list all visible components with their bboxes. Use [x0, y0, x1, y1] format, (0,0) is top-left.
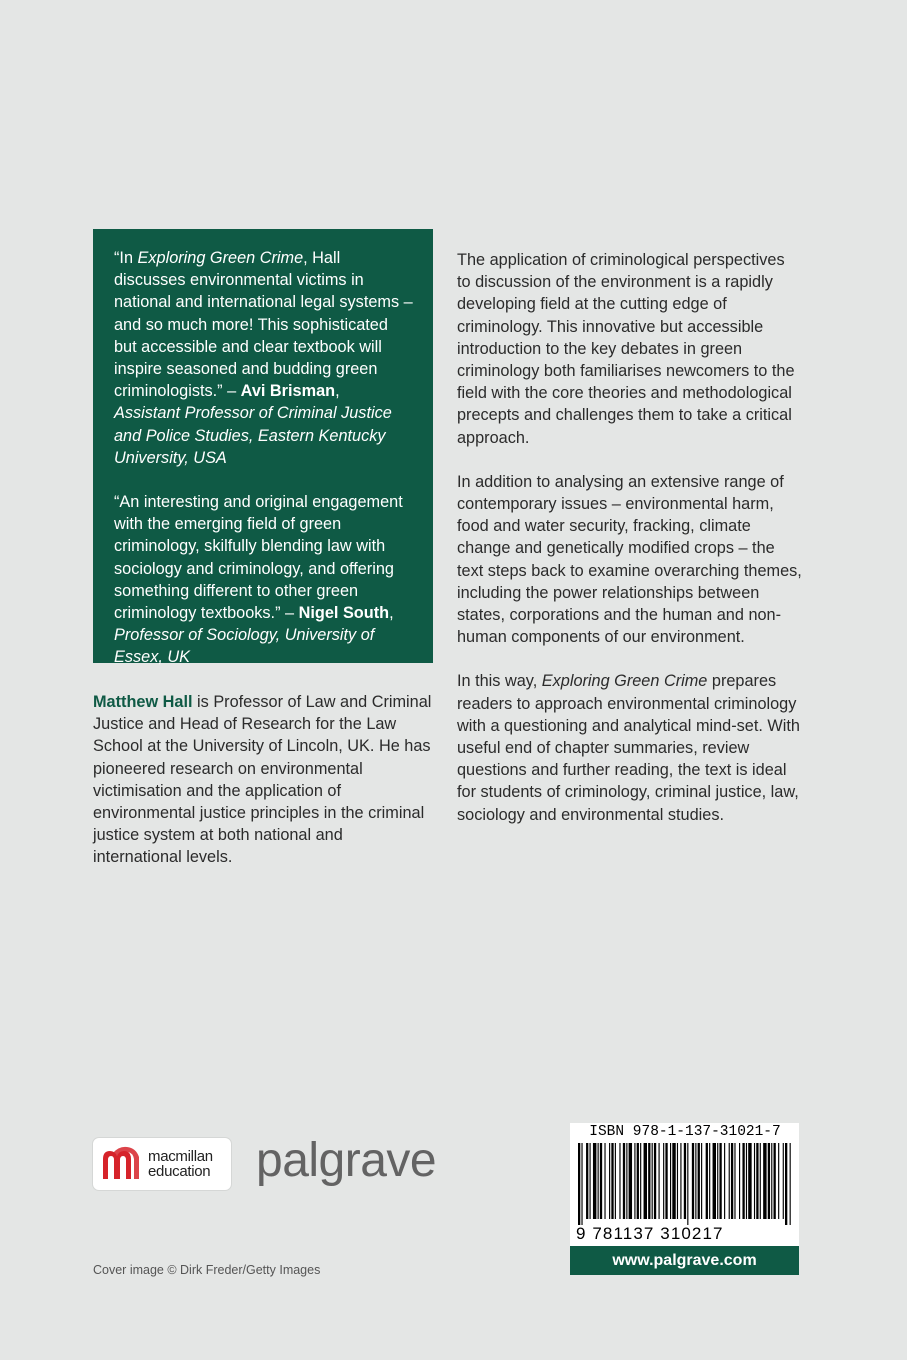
book-title: Exploring Green Crime — [541, 672, 708, 691]
macmillan-education-logo — [93, 1138, 231, 1190]
description-paragraph: The application of criminological perspectives to discussion of the environment is a rapidly developing field at the cutting edge of criminology. This innovative but accessible introduction to the key debates in green criminology both familiarises newcomers to the field with the core theories and methodological precepts and challenges them to take a critical approach. — [457, 251, 795, 447]
endorser-name: Avi Brisman — [240, 382, 336, 401]
endorsements-box — [93, 229, 433, 667]
description-paragraph: In addition to analysing an extensive range of contemporary issues – environmental harm, food and water security, fracking, climate change and genetically modified crops – the text steps back to examine overarching themes, including the power relationships between states, corporations and the human and non-human components of our environment. — [457, 472, 802, 647]
macmillan-wordmark: macmillan education — [148, 1148, 213, 1180]
endorser-affiliation: Professor of Sociology, University of Essex, UK — [114, 626, 375, 667]
palgrave-logo: palgrave — [256, 1134, 437, 1187]
isbn-barcode — [570, 1123, 799, 1275]
author-name: Matthew Hall — [93, 693, 193, 711]
endorsement-quote: “An interesting and original engagement with the emerging field of green criminology, skilfully blending law with sociology and criminology, and offering something different to other green criminology textbooks.” – Nigel South, Professor of Sociology, University of Essex, UK — [114, 493, 403, 667]
author-bio: Matthew Hall is Professor of Law and Criminal Justice and Head of Research for the Law School at the University of Lincoln, UK. He has pioneered research on environmental victimisation and the application of environmental justice principles in the criminal justice system at both national and international levels. — [93, 693, 432, 867]
endorser-name: Nigel South — [298, 604, 390, 623]
isbn-label: ISBN 978-1-137-31021-7 — [589, 1124, 781, 1140]
cover-image-credit: Cover image © Dirk Freder/Getty Images — [93, 1263, 321, 1277]
publisher-website: www.palgrave.com — [570, 1246, 799, 1275]
endorser-affiliation: Assistant Professor of Criminal Justice and Police Studies, Eastern Kentucky University, USA — [114, 404, 392, 467]
description-paragraph: In this way, Exploring Green Crime prepares readers to approach environmental criminology with a questioning and analytical mind-set. With useful end of chapter summaries, review questions and further reading, the text is ideal for students of criminology, criminal justice, law, sociology and environmental studies. — [457, 672, 800, 824]
book-title: Exploring Green Crime — [137, 249, 304, 267]
book-description — [457, 249, 802, 826]
ean-number: 9 781137 310217 — [576, 1224, 724, 1243]
macmillan-m-icon — [101, 1145, 143, 1183]
endorsement-quote: “In Exploring Green Crime, Hall discusses environmental victims in national and international legal systems – and so much more! This sophisticated but accessible and clear textbook will inspire seasoned and budding green criminologists.” – Avi Brisman, Assistant Professor of Criminal Justice and Police Studies, Eastern Kentucky University, USA — [114, 249, 413, 467]
barcode-icon — [578, 1143, 791, 1225]
